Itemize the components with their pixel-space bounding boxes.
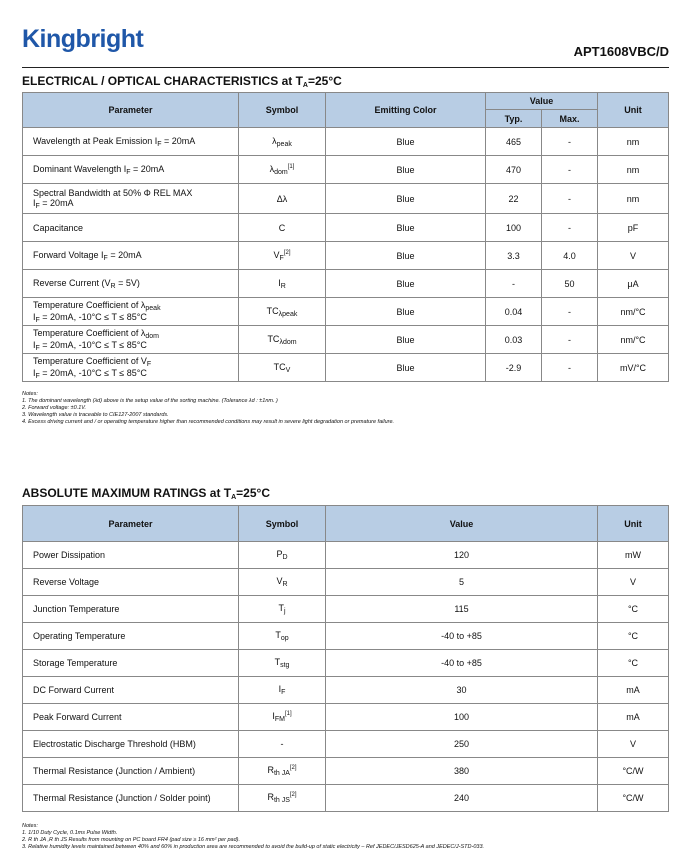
amr-section-title: ABSOLUTE MAXIMUM RATINGS at $T_A=25^\circ C$ xyxy=(22,486,270,501)
cell-unit: nm/°C xyxy=(598,298,669,326)
note-line: 2. R th JA ,R th JS Results from mounting on PC board FR4 (pad size ≥ 16 mm² per pad). xyxy=(22,837,241,843)
cell-value: 240 xyxy=(326,785,598,812)
cell-symbol xyxy=(239,270,326,298)
parameter-text: I xyxy=(33,367,36,378)
cell-parameter xyxy=(23,184,239,214)
cell-symbol xyxy=(239,785,326,812)
parameter-subscript: dom xyxy=(145,332,160,340)
col-header-parameter: Parameter xyxy=(23,93,239,128)
cell-max: - xyxy=(542,128,598,156)
parameter-line xyxy=(33,223,234,233)
table-row xyxy=(23,214,669,242)
symbol-note-ref: [2] xyxy=(289,765,297,771)
cell-value: 380 xyxy=(326,758,598,785)
cell-unit: °C xyxy=(598,650,669,677)
table-row xyxy=(23,785,669,812)
symbol-text: I xyxy=(278,684,282,694)
cell-symbol xyxy=(239,128,326,156)
cell-parameter: Electrostatic Discharge Threshold (HBM) xyxy=(23,731,239,758)
cell-typ: 0.04 xyxy=(486,298,542,326)
parameter-subscript: F xyxy=(35,344,40,352)
cell-value: 100 xyxy=(326,704,598,731)
cell-unit: °C xyxy=(598,596,669,623)
parameter-subscript: F xyxy=(35,372,40,380)
symbol-text: V xyxy=(273,249,280,260)
symbol-text: λ xyxy=(272,135,277,146)
cell-parameter: Peak Forward Current xyxy=(23,704,239,731)
parameter-line xyxy=(33,300,234,312)
cell-unit: nm xyxy=(598,156,669,184)
symbol-subscript: peak xyxy=(276,140,292,148)
cell-parameter xyxy=(23,298,239,326)
cell-parameter: DC Forward Current xyxy=(23,677,239,704)
symbol-text: P xyxy=(276,549,283,559)
table-row xyxy=(23,156,669,184)
symbol-subscript: R xyxy=(280,282,286,290)
eo-section-title: ELECTRICAL / OPTICAL CHARACTERISTICS at $T_A=25^\circ C$ xyxy=(22,74,342,89)
eo-table xyxy=(22,92,669,382)
parameter-text: = 20mA, -10°C ≤ T ≤ 85°C xyxy=(39,367,147,378)
note-line: Notes: xyxy=(22,823,38,829)
cell-typ: - xyxy=(486,270,542,298)
parameter-text: Reverse Current (V xyxy=(33,277,111,288)
cell-emitting-color: Blue xyxy=(326,156,486,184)
cell-max: 4.0 xyxy=(542,242,598,270)
cell-unit: nm/°C xyxy=(598,326,669,354)
cell-unit: μA xyxy=(598,270,669,298)
symbol-subscript: FM xyxy=(274,716,285,723)
parameter-line xyxy=(33,328,234,340)
parameter-subscript: R xyxy=(110,282,116,290)
col-header-typ: Typ. xyxy=(486,110,542,128)
table-row xyxy=(23,242,669,270)
note-line: Notes: xyxy=(22,391,38,397)
parameter-text: I xyxy=(33,339,36,350)
symbol-text: T xyxy=(274,657,281,667)
parameter-text: Spectral Bandwidth at 50% Φ REL MAX xyxy=(33,187,193,198)
cell-typ: -2.9 xyxy=(486,354,542,382)
table-row xyxy=(23,731,669,758)
cell-emitting-color: Blue xyxy=(326,184,486,214)
symbol-subscript: λpeak xyxy=(278,310,298,318)
cell-symbol xyxy=(239,596,326,623)
cell-typ: 470 xyxy=(486,156,542,184)
parameter-text: Temperature Coefficient of λ xyxy=(33,299,146,310)
cell-typ: 0.03 xyxy=(486,326,542,354)
cell-parameter xyxy=(23,354,239,382)
symbol-text: - xyxy=(280,739,284,749)
table-row xyxy=(23,326,669,354)
cell-unit: °C xyxy=(598,623,669,650)
cell-emitting-color: Blue xyxy=(326,270,486,298)
cell-emitting-color: Blue xyxy=(326,242,486,270)
parameter-text: = 20mA xyxy=(39,197,74,208)
parameter-line xyxy=(33,356,234,368)
cell-parameter: Storage Temperature xyxy=(23,650,239,677)
symbol-note-ref: [1] xyxy=(284,711,292,717)
cell-emitting-color: Blue xyxy=(326,354,486,382)
symbol-subscript: λdom xyxy=(279,338,297,346)
table-row xyxy=(23,569,669,596)
symbol-subscript: F xyxy=(279,254,284,262)
symbol-subscript: th JA xyxy=(273,770,290,777)
cell-value: 120 xyxy=(326,542,598,569)
parameter-subscript: F xyxy=(126,168,131,176)
cell-emitting-color: Blue xyxy=(326,298,486,326)
parameter-line xyxy=(33,250,234,262)
parameter-text: Forward Voltage I xyxy=(33,249,104,260)
cell-unit: V xyxy=(598,731,669,758)
parameter-line xyxy=(33,164,234,176)
col-header-unit: Unit xyxy=(598,506,669,542)
part-number: APT1608VBC/D xyxy=(573,44,669,59)
table-row xyxy=(23,596,669,623)
symbol-note-ref: [2] xyxy=(289,792,297,798)
symbol-text: TC xyxy=(273,361,286,372)
cell-parameter xyxy=(23,326,239,354)
table-row xyxy=(23,270,669,298)
table-row xyxy=(23,758,669,785)
parameter-line xyxy=(33,198,234,210)
cell-unit: nm xyxy=(598,184,669,214)
table-row xyxy=(23,354,669,382)
symbol-text: I xyxy=(272,711,275,721)
cell-unit: mW xyxy=(598,542,669,569)
cell-symbol xyxy=(239,623,326,650)
cell-typ: 22 xyxy=(486,184,542,214)
symbol-subscript: th JS xyxy=(273,797,290,804)
parameter-text: = 20mA xyxy=(130,163,165,174)
symbol-subscript: op xyxy=(280,635,289,642)
col-header-value: Value xyxy=(326,506,598,542)
parameter-text: Wavelength at Peak Emission I xyxy=(33,135,158,146)
parameter-subscript: F xyxy=(35,202,40,210)
parameter-text: = 20mA, -10°C ≤ T ≤ 85°C xyxy=(39,311,147,322)
cell-typ: 3.3 xyxy=(486,242,542,270)
col-header-symbol: Symbol xyxy=(239,93,326,128)
cell-symbol xyxy=(239,214,326,242)
cell-parameter xyxy=(23,128,239,156)
cell-unit: nm xyxy=(598,128,669,156)
note-line: 4. Excess driving current and / or operating temperature higher than recommended conditions may result in severe light degradation or premature failure. xyxy=(22,419,395,425)
cell-unit: V xyxy=(598,242,669,270)
cell-parameter: Power Dissipation xyxy=(23,542,239,569)
cell-typ: 100 xyxy=(486,214,542,242)
col-header-unit: Unit xyxy=(598,93,669,128)
cell-symbol xyxy=(239,298,326,326)
cell-symbol xyxy=(239,542,326,569)
header-rule xyxy=(22,67,669,68)
symbol-text: R xyxy=(267,765,274,775)
parameter-subscript: F xyxy=(157,140,162,148)
cell-symbol xyxy=(239,650,326,677)
note-line: 1. 1/10 Duty Cycle, 0.1ms Pulse Width. xyxy=(22,830,118,836)
cell-symbol xyxy=(239,184,326,214)
brand-logo: Kingbright xyxy=(22,25,144,53)
cell-symbol xyxy=(239,677,326,704)
cell-max: 50 xyxy=(542,270,598,298)
symbol-subscript: V xyxy=(285,366,291,374)
cell-unit: °C/W xyxy=(598,758,669,785)
cell-parameter: Thermal Resistance (Junction / Solder point) xyxy=(23,785,239,812)
parameter-subscript: peak xyxy=(145,304,161,312)
cell-symbol xyxy=(239,326,326,354)
eo-notes xyxy=(22,391,394,426)
cell-parameter xyxy=(23,214,239,242)
symbol-text: T xyxy=(275,630,281,640)
cell-value: 250 xyxy=(326,731,598,758)
cell-emitting-color: Blue xyxy=(326,214,486,242)
symbol-subscript: dom xyxy=(274,168,288,176)
cell-unit: pF xyxy=(598,214,669,242)
parameter-text: I xyxy=(33,197,36,208)
col-header-emitting-color: Emitting Color xyxy=(326,93,486,128)
symbol-subscript: D xyxy=(282,554,288,561)
cell-symbol xyxy=(239,731,326,758)
cell-unit: mV/°C xyxy=(598,354,669,382)
cell-unit: V xyxy=(598,569,669,596)
table-row xyxy=(23,704,669,731)
note-line: 1. The dominant wavelength (λd) above is the setup value of the sorting machine. (Tolerance λd : ±1nm. ) xyxy=(22,398,278,404)
symbol-text: T xyxy=(278,603,284,613)
symbol-text: TC xyxy=(266,305,279,316)
symbol-subscript: j xyxy=(283,608,286,615)
cell-max: - xyxy=(542,214,598,242)
parameter-text: I xyxy=(33,311,36,322)
cell-parameter xyxy=(23,242,239,270)
cell-max: - xyxy=(542,156,598,184)
table-row xyxy=(23,128,669,156)
table-row xyxy=(23,542,669,569)
cell-unit: mA xyxy=(598,704,669,731)
cell-value: -40 to +85 xyxy=(326,650,598,677)
cell-emitting-color: Blue xyxy=(326,326,486,354)
cell-max: - xyxy=(542,298,598,326)
parameter-text: Capacitance xyxy=(33,222,84,233)
cell-emitting-color: Blue xyxy=(326,128,486,156)
amr-table xyxy=(22,505,669,812)
cell-unit: mA xyxy=(598,677,669,704)
parameter-line xyxy=(33,340,234,352)
cell-max: - xyxy=(542,184,598,214)
parameter-subscript: F xyxy=(103,254,108,262)
parameter-text: = 20mA, -10°C ≤ T ≤ 85°C xyxy=(39,339,147,350)
col-header-max: Max. xyxy=(542,110,598,128)
symbol-note-ref: [1] xyxy=(287,163,295,170)
parameter-line xyxy=(33,368,234,380)
cell-parameter: Reverse Voltage xyxy=(23,569,239,596)
col-header-parameter: Parameter xyxy=(23,506,239,542)
table-row xyxy=(23,650,669,677)
cell-symbol xyxy=(239,758,326,785)
cell-max: - xyxy=(542,326,598,354)
table-row xyxy=(23,184,669,214)
table-row xyxy=(23,623,669,650)
cell-typ: 465 xyxy=(486,128,542,156)
parameter-subscript: F xyxy=(35,316,40,324)
cell-parameter: Junction Temperature xyxy=(23,596,239,623)
cell-unit: °C/W xyxy=(598,785,669,812)
cell-value: -40 to +85 xyxy=(326,623,598,650)
symbol-subscript: R xyxy=(282,581,288,588)
table-row xyxy=(23,677,669,704)
parameter-text: Dominant Wavelength I xyxy=(33,163,127,174)
symbol-text: TC xyxy=(267,333,280,344)
parameter-text: = 5V) xyxy=(115,277,140,288)
parameter-text: = 20mA xyxy=(107,249,142,260)
note-line: 3. Wavelength value is traceable to CIE127-2007 standards. xyxy=(22,412,169,418)
parameter-text: = 20mA xyxy=(161,135,196,146)
symbol-text: V xyxy=(276,576,283,586)
cell-max: - xyxy=(542,354,598,382)
cell-symbol xyxy=(239,156,326,184)
symbol-note-ref: [2] xyxy=(283,249,291,256)
cell-symbol xyxy=(239,242,326,270)
symbol-text: R xyxy=(267,792,274,802)
parameter-subscript: F xyxy=(146,360,152,368)
symbol-text: λ xyxy=(269,163,275,174)
cell-symbol xyxy=(239,704,326,731)
symbol-subscript: F xyxy=(281,689,286,696)
col-header-symbol: Symbol xyxy=(239,506,326,542)
symbol-text: C xyxy=(278,222,286,233)
note-line: 2. Forward voltage: ±0.1V. xyxy=(22,405,87,411)
symbol-subscript: stg xyxy=(280,662,290,669)
amr-notes xyxy=(22,823,484,851)
col-header-value: Value xyxy=(486,93,598,110)
cell-symbol xyxy=(239,569,326,596)
parameter-text: Temperature Coefficient of λ xyxy=(33,327,146,338)
cell-parameter: Operating Temperature xyxy=(23,623,239,650)
symbol-text: Δλ xyxy=(276,193,288,204)
cell-symbol xyxy=(239,354,326,382)
parameter-line xyxy=(33,278,234,290)
cell-value: 115 xyxy=(326,596,598,623)
cell-value: 30 xyxy=(326,677,598,704)
parameter-line xyxy=(33,312,234,324)
cell-parameter xyxy=(23,270,239,298)
cell-value: 5 xyxy=(326,569,598,596)
parameter-line xyxy=(33,136,234,148)
cell-parameter: Thermal Resistance (Junction / Ambient) xyxy=(23,758,239,785)
parameter-text: Temperature Coefficient of V xyxy=(33,355,147,366)
symbol-text: I xyxy=(278,277,281,288)
note-line: 3. Relative humidity levels maintained between 40% and 60% in production area are recommended to avoid the build-up of static electricity – Ref JEDEC/JESD625-A and JEDEC/J-STD-033. xyxy=(22,844,485,850)
cell-parameter xyxy=(23,156,239,184)
parameter-line xyxy=(33,188,234,198)
table-row xyxy=(23,298,669,326)
